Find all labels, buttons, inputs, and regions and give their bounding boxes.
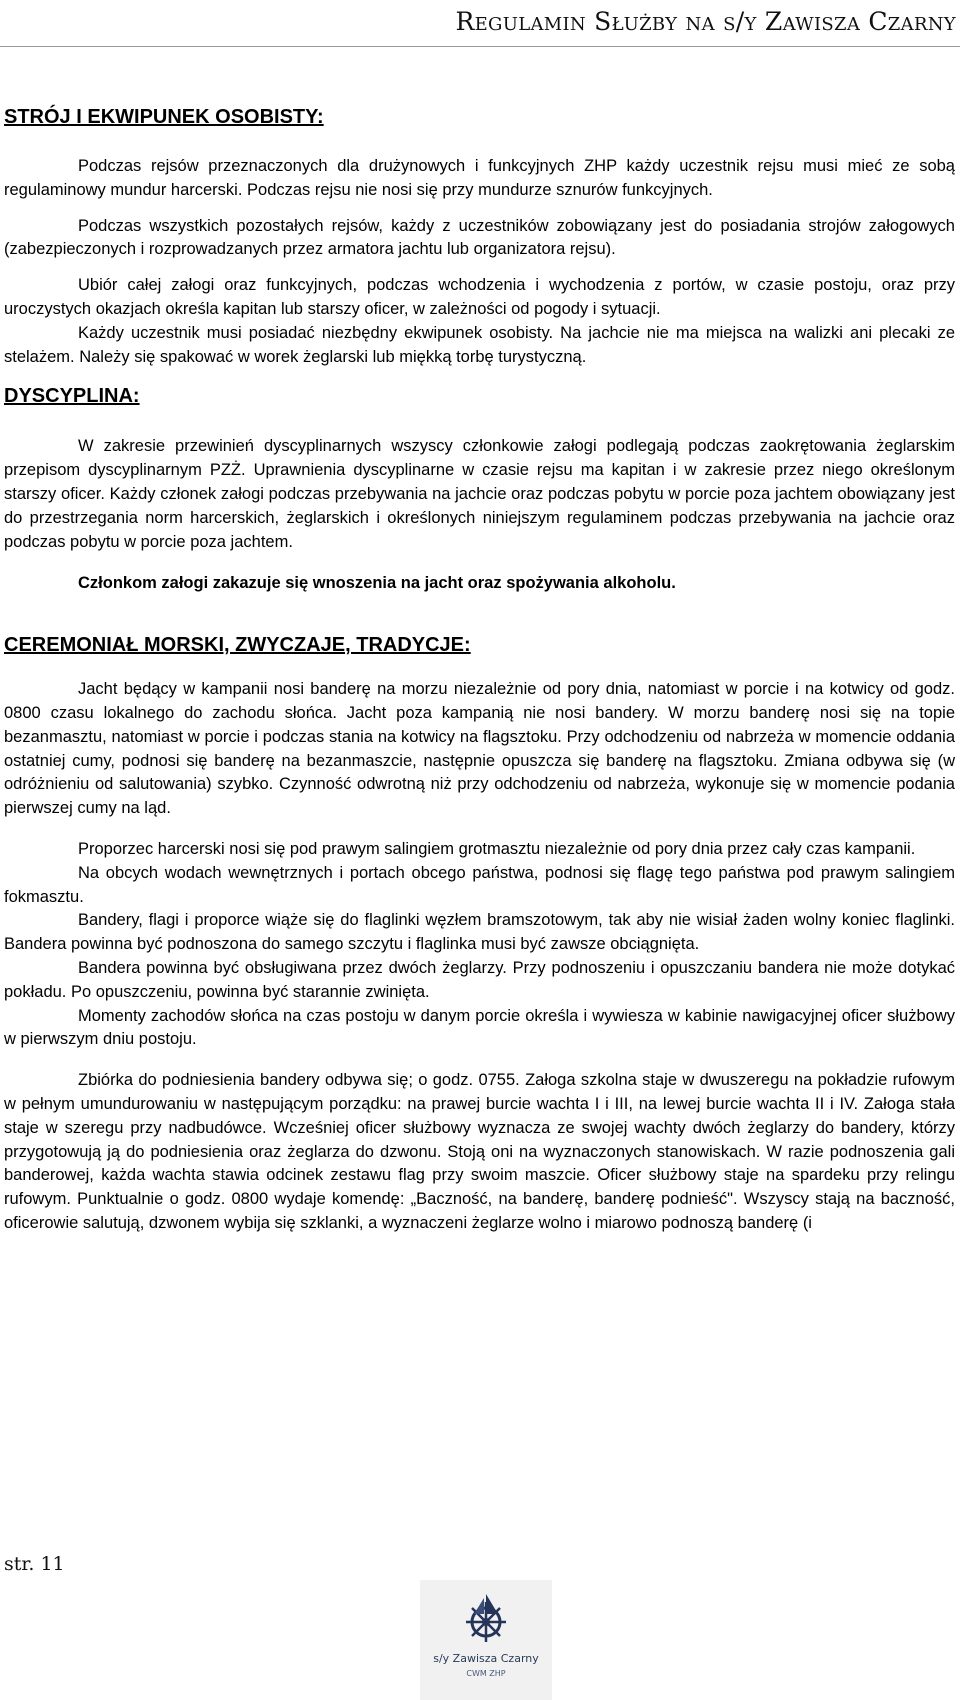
paragraph: Zbiórka do podniesienia bandery odbywa się; o godz. 0755. Załoga szkolna staje w dwuszeregu na pokładzie rufowym w pełnym umundurowaniu w następującym porządku: na prawej burcie wachta I i III, na lewej burcie wachta II i IV. Załoga stała staje w szeregu przy nadbudówce. Wcześniej oficer służbowy wyznacza ze swojej wachty dwóch żeglarzy do bandery, którzy przygotowują ją do podniesienia oraz żeglarza do dzwonu. Stoją oni na wyznaczonych stanowiskach. W razie podnoszenia gali banderowej, każda wachta stawia odcinek zestawu flag przy swoim maszcie. Oficer służbowy staje na spardeku przy relingu rufowym. Punktualnie o godz. 0800 wydaje komendę: „Baczność, na banderę, banderę podnieść". Wszyscy stają na baczność, oficerowie salutują, dzwonem wybija się szklanki, a wyznaczeni żeglarze wolno i miarowo podnoszą banderę (i [4,1071,955,1232]
logo-org-name: CWM ZHP [466,1669,506,1678]
ship-wheel-logo-icon [460,1592,512,1648]
paragraph: Bandera powinna być obsługiwana przez dwóch żeglarzy. Przy podnoszeniu i opuszczaniu bandera nie może dotykać pokładu. Po opuszczeniu, powinna być starannie zwinięta. [4,958,955,1001]
paragraph: Bandery, flagi i proporce wiąże się do flaglinki węzłem bramszotowym, tak aby nie wisiał żaden wolny koniec flaglinki. Bandera powinna być podnoszona do samego szczytu i flaglinka musi być zawsze obciągnięta. [4,911,955,954]
section-title-stroj: STRÓJ I EKWIPUNEK OSOBISTY: [4,106,324,128]
section-title-ceremonial: CEREMONIAŁ MORSKI, ZWYCZAJE, TRADYCJE: [4,634,471,657]
page-number: str. 11 [4,1553,65,1575]
paragraph: Proporzec harcerski nosi się pod prawym salingiem grotmasztu niezależnie od pory dnia przez cały czas kampanii. [78,839,916,858]
paragraph: W zakresie przewinień dyscyplinarnych wszyscy członkowie załogi podlegają podczas zaokrętowania żeglarskim przepisom dyscyplinarnym PZŻ. Uprawnienia dyscyplinarne w czasie rejsu ma kapitan i w zakresie przez niego określonym starszy oficer. Każdy członek załogi podczas przebywania na jachcie oraz podczas pobytu w porcie poza jachtem obowiązany jest do przestrzegania norm harcerskich, żeglarskich i określonych niniejszym regulaminem podczas przebywania na jachcie oraz podczas pobytu w porcie poza jachtem. [4,437,955,551]
paragraph: Każdy uczestnik musi posiadać niezbędny ekwipunek osobisty. Na jachcie nie ma miejsca na walizki ani plecaki ze stelażem. Należy się spakować w worek żeglarski lub miękką torbę turystyczną. [4,323,955,366]
paragraph: Ubiór całej załogi oraz funkcyjnych, podczas wchodzenia i wychodzenia z portów, w czasie postoju, oraz przy uroczystych okazjach określa kapitan lub starszy oficer, w zależności od pogody i sytuacji. [4,276,955,318]
paragraph: Jacht będący w kampanii nosi banderę na morzu niezależnie od pory dnia, natomiast w porcie i na kotwicy od godz. 0800 czasu lokalnego do zachodu słońca. Jacht poza kampanią nie nosi bandery. W morzu banderę nosi się na topie bezanmasztu, natomiast w porcie i podczas stania na kotwicy na flagsztoku. Przy odchodzeniu od nabrzeża w momencie oddania ostatniej cumy, podnosi się banderę na bezanmaszcie, następnie opuszcza się banderę na flagsztoku. Zmiana odbywa się (w odróżnieniu od salutowania) szybko. Czynność odwrotną niż przy odchodzeniu od nabrzeża, wykonuje się w momencie podania pierwszej cumy na ląd. [4,680,955,818]
section-title-dyscyplina: DYSCYPLINA: [4,385,140,408]
document-body [4,104,955,1236]
paragraph: Podczas wszystkich pozostałych rejsów, każdy z uczestników zobowiązany jest do posiadania strojów załogowych (zabezpieczonych i rozprowadzanych przez armatora jachtu lub organizatora rejsu). [4,216,955,259]
logo-ship-name: s/y Zawisza Czarny [433,1652,539,1665]
paragraph: Momenty zachodów słońca na czas postoju w danym porcie określa i wywiesza w kabinie nawigacyjnej oficer służbowy w pierwszym dniu postoju. [4,1006,955,1049]
running-header-title: Regulamin Służby na s/y Zawisza Czarny [455,7,956,36]
header-rule [0,46,960,47]
footer-logo [420,1580,552,1700]
alcohol-ban-notice: Członkom załogi zakazuje się wnoszenia na jacht oraz spożywania alkoholu. [78,574,676,593]
paragraph: Na obcych wodach wewnętrznych i portach obcego państwa, podnosi się flagę tego państwa pod prawym salingiem fokmasztu. [4,863,955,906]
paragraph: Podczas rejsów przeznaczonych dla drużynowych i funkcyjnych ZHP każdy uczestnik rejsu musi mieć ze sobą regulaminowy mundur harcerski. Podczas rejsu nie nosi się przy mundurze sznurów funkcyjnych. [4,157,955,199]
